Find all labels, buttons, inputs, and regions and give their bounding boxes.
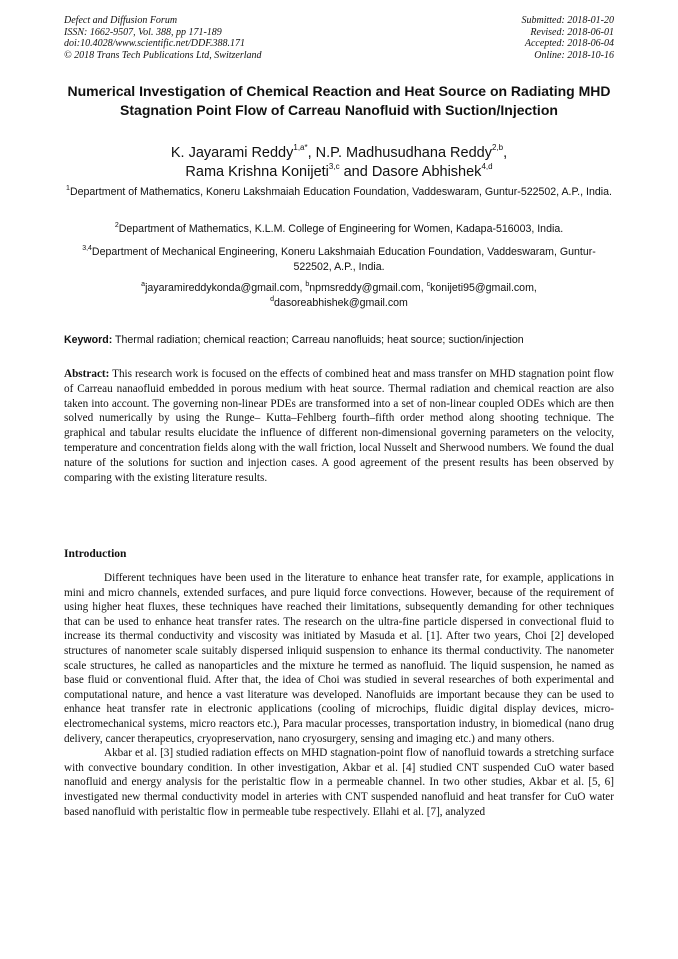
journal-name: Defect and Diffusion Forum <box>64 15 178 26</box>
affiliation-mark: 1 <box>66 185 70 192</box>
author-name: K. Jayarami Reddy <box>170 145 294 161</box>
author-affiliation-mark: 1,a* <box>293 143 308 152</box>
author-name: Rama Krishna Konijeti <box>185 164 329 180</box>
copyright-line: © 2018 Trans Tech Publications Ltd, Switzerland <box>64 49 262 61</box>
keywords <box>64 333 624 347</box>
online-date: Online: 2018-10-16 <box>534 49 614 61</box>
author-conjunction: and <box>339 164 372 180</box>
affiliation-mark: 3,4 <box>82 245 92 252</box>
keyword-label: Keyword: <box>64 334 113 346</box>
abstract <box>64 367 614 485</box>
email-mark: a <box>141 281 146 288</box>
journal-info <box>64 15 262 61</box>
email-link[interactable]: jayaramireddykonda@gmail.com, <box>145 282 306 294</box>
abstract-label: Abstract: <box>64 368 110 380</box>
author-separator: , <box>503 145 508 161</box>
affiliation-text: Department of Mathematics, K.L.M. College of Engineering for Women, Kadapa-516003, India. <box>118 223 564 235</box>
accepted-date: Accepted: 2018-06-04 <box>524 38 614 50</box>
affiliation-text: Department of Mathematics, Koneru Lakshmaiah Education Foundation, Vaddeswaram, Guntur-522502, A.P., India. <box>69 186 612 198</box>
email-link[interactable]: konijeti95@gmail.com, <box>430 282 537 294</box>
author-list <box>64 144 614 182</box>
author-name: Dasore Abhishek <box>371 164 482 180</box>
author-line-2 <box>64 163 614 182</box>
keyword-text: Thermal radiation; chemical reaction; Carreau nanofluids; heat source; suction/injection <box>112 334 524 346</box>
affiliation-2 <box>64 222 614 237</box>
affiliation-1 <box>64 185 614 200</box>
email-mark: d <box>270 295 275 303</box>
affiliation-mark: 2 <box>114 222 119 229</box>
author-affiliation-mark: 2,b <box>491 143 504 152</box>
email-mark: b <box>305 281 310 288</box>
email-line-1 <box>64 281 614 296</box>
author-line-1 <box>64 144 614 163</box>
introduction-body <box>64 571 614 819</box>
email-line-2 <box>64 296 614 311</box>
author-affiliation-mark: 3,c <box>328 162 340 171</box>
section-heading-introduction: Introduction <box>64 548 127 560</box>
revised-date: Revised: 2018-06-01 <box>530 26 614 38</box>
email-link[interactable]: dasoreabhishek@gmail.com <box>274 296 408 309</box>
issn-line: ISSN: 1662-9507, Vol. 388, pp 171-189 <box>64 26 222 38</box>
submission-dates <box>522 15 615 61</box>
email-link[interactable]: npmsreddy@gmail.com, <box>309 282 427 294</box>
abstract-text: This research work is focused on the effects of combined heat and mass transfer on MHD stagnation point flow of Carreau nanaofluid embedded in porous medium with heat source. Thermal radiation and chemical reaction are also taken into account. The governing non-linear PDEs are transformed into a set of non-linear coupled ODEs which are then solved numerically by using the Runge– Kutta–Fehlberg fourth–fifth order method along shooting technique. The graphical and tabular results elucidate the influence of different non-dimensional governing parameters on the velocity, temperature and concentration fields along with the wall friction, local Nusselt and Sherwood numbers. We found the dual nature of the solutions for suction and injection cases. A good agreement of the present results has been observed by comparing with the existing literature results. <box>64 368 614 484</box>
doi-line: doi:10.4028/www.scientific.net/DDF.388.171 <box>64 38 246 50</box>
affiliation-text: Department of Mechanical Engineering, Koneru Lakshmaiah Education Foundation, Vaddeswaram, Guntur-522502, A.P., India. <box>91 246 596 273</box>
email-mark: c <box>426 281 431 288</box>
affiliation-3 <box>64 245 614 274</box>
submitted-date: Submitted: 2018-01-20 <box>521 15 614 26</box>
author-separator: , <box>307 145 316 161</box>
author-affiliation-mark: 4,d <box>481 162 493 171</box>
paper-title: Numerical Investigation of Chemical Reaction and Heat Source on Radiating MHD Stagnation Point Flow of Carreau Nanofluid with Suction/Injection <box>67 83 611 118</box>
author-name: N.P. Madhusudhana Reddy <box>315 145 492 161</box>
paragraph: Different techniques have been used in the literature to enhance heat transfer rate, for example, applications in mini and micro channels, extended surfaces, and pure liquid force convections. However, because of the requirement of using higher heat fluxes, these techniques have reached their limitations, subsequently demanding for other techniques that can be used to enhance heat transfer rates. The research on the ultra-fine particle dispersed in convectional fluid to increase its thermal conductivity and viscosity was initiated by Masuda et al. [1]. After two years, Choi [2] developed structures of nanometer scale suitably dispersed inliquid suspension to enhance its thermal conductivity. The nanometer scale structures, he called as nanoparticles and the mixture he termed as nanofluid. The liquid suspension, he named as base fluid or conventional fluid. After that, the idea of Choi was studied in several researches of both experimental and computational nature, and hence a vast literature was developed. Nanofluids are important because they can be used to enhance heat transfer rate in electronic applications (cooling of microchips, fluidic digital display devices, micro-electromechanical systems, micro reactors etc.), Para macular processes, transportation industry, in biomedical (nano drug delivery, cancer therapeutics, cryopreservation, nano cryosurgery, sensing and imaging etc.) and many others. <box>64 572 614 745</box>
email-list <box>64 281 614 310</box>
paragraph: Akbar et al. [3] studied radiation effects on MHD stagnation-point flow of nanofluid towards a stretching surface with convective boundary condition. In other investigation, Akbar et al. [4] studied CNT suspended CuO water based nanofluid and energy analysis for the peristaltic flow in a permeable channel. In two other studies, Akbar et al. [5, 6] investigated new thermal conductivity model in arteries with CNT suspended nanofluid and heat transfer for CuO water based nanofluid with peristaltic flow in permeable tube respectively. Ellahi et al. [7], analyzed <box>64 747 614 818</box>
